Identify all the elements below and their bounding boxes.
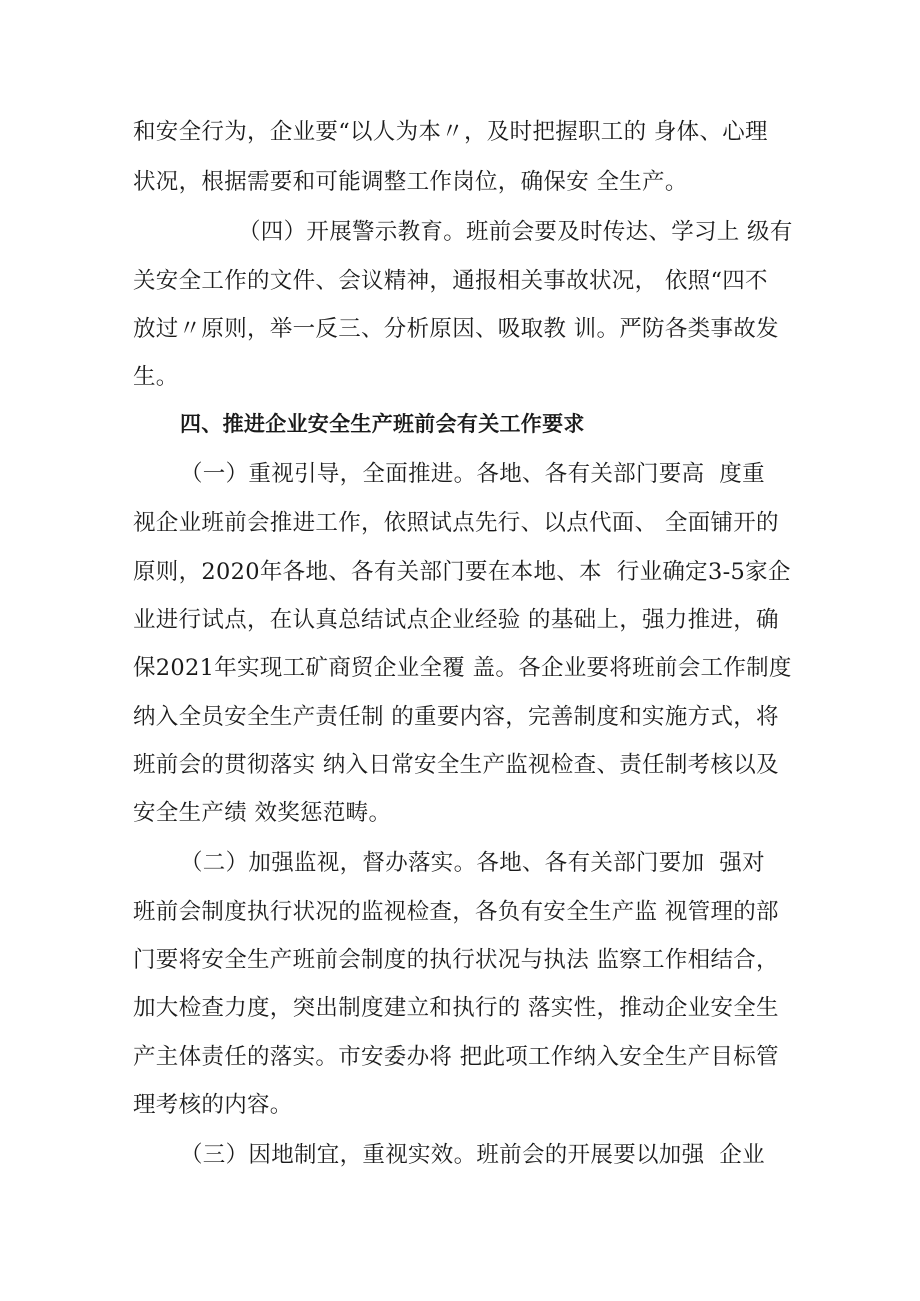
body-text-line: （三）因地制宜，重视实效。班前会的开展要以加强 企业	[180, 1142, 765, 1168]
body-text-line: 原则，2020年各地、各有关部门要在本地、本 行业确定3-5家企	[133, 559, 791, 585]
body-text-line: 加大检查力度，突出制度建立和执行的 落实性，推动企业安全生	[133, 995, 779, 1021]
body-text-line: 安全生产绩 效奖惩范畴。	[133, 800, 392, 826]
body-text-line: 业进行试点，在认真总结试点企业经验 的基础上，强力推进，确	[133, 607, 779, 633]
body-text-line: （四）开展警示教育。班前会要及时传达、学习上 级有	[238, 219, 793, 245]
body-text-line: 关安全工作的文件、会议精神，通报相关事故状况， 依照“四不	[133, 268, 768, 294]
body-text-line: 视企业班前会推进工作，依照试点先行、以点代面、 全面铺开的	[133, 510, 779, 536]
body-text-line: 放过〃原则，举一反三、分析原因、吸取教 训。严防各类事故发	[133, 316, 779, 342]
body-text-line: 保2021年实现工矿商贸企业全覆 盖。各企业要将班前会工作制度	[133, 655, 792, 681]
body-text-line: 班前会的贯彻落实 纳入日常安全生产监视检查、责任制考核以及	[133, 752, 779, 778]
section-heading: 四、推进企业安全生产班前会有关工作要求	[180, 412, 585, 436]
body-text-line: 和安全行为，企业要“以人为本〃，及时把握职工的 身体、心理	[133, 119, 768, 145]
body-text-line: 生。	[133, 364, 179, 390]
body-text-line: （一）重视引导，全面推进。各地、各有关部门要高 度重	[180, 461, 765, 487]
body-text-line: 状况，根据需要和可能调整工作岗位，确保安 全生产。	[133, 169, 688, 195]
body-text-line: （二）加强监视，督办落实。各地、各有关部门要加 强对	[180, 850, 765, 876]
body-text-line: 产主体责任的落实。市安委办将 把此项工作纳入安全生产目标管	[133, 1044, 779, 1070]
body-text-line: 班前会制度执行状况的监视检查，各负有安全生产监 视管理的部	[133, 899, 779, 925]
body-text-line: 纳入全员安全生产责任制 的重要内容，完善制度和实施方式，将	[133, 704, 779, 730]
body-text-line: 门要将安全生产班前会制度的执行状况与执法 监察工作相结合，	[133, 947, 779, 973]
body-text-line: 理考核的内容。	[133, 1092, 293, 1118]
